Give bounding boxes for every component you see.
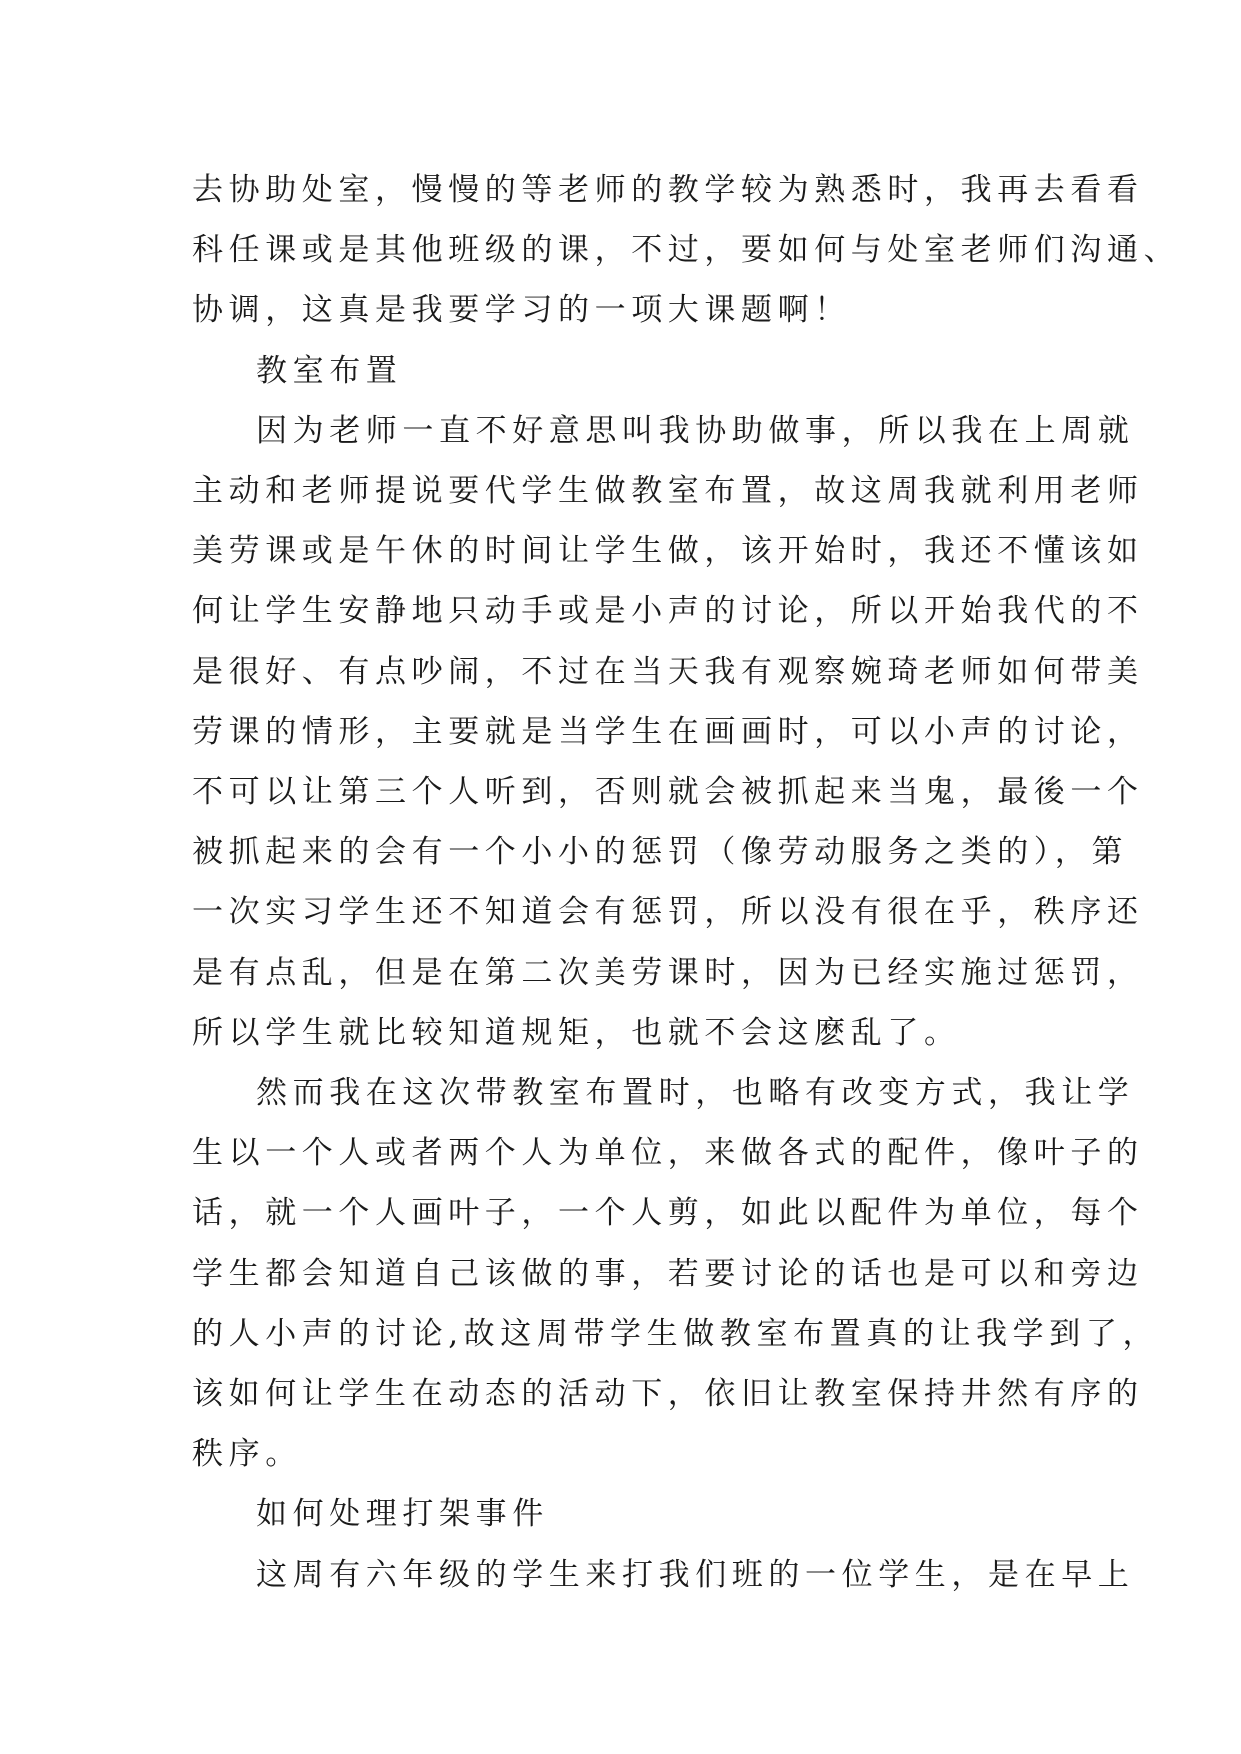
text-line: 主动和老师提说要代学生做教室布置，故这周我就利用老师 <box>192 473 1144 509</box>
text-line: 是很好、有点吵闹，不过在当天我有观察婉琦老师如何带美 <box>192 654 1144 690</box>
section-heading-fight-handling: 如何处理打架事件 <box>256 1496 549 1532</box>
text-line: 该如何让学生在动态的活动下，依旧让教室保持井然有序的 <box>192 1376 1144 1412</box>
text-line: 劳课的情形，主要就是当学生在画画时，可以小声的讨论， <box>192 714 1144 750</box>
text-line: 话，就一个人画叶子，一个人剪，如此以配件为单位，每个 <box>192 1195 1144 1231</box>
text-line: 去协助处室，慢慢的等老师的教学较为熟悉时，我再去看看 <box>192 172 1144 208</box>
text-line: 的人小声的讨论,故这周带学生做教室布置真的让我学到了， <box>192 1316 1160 1352</box>
text-line: 被抓起来的会有一个小小的惩罚（像劳动服务之类的），第 <box>192 834 1129 870</box>
text-line: 何让学生安静地只动手或是小声的讨论，所以开始我代的不 <box>192 593 1144 629</box>
text-line: 学生都会知道自己该做的事，若要讨论的话也是可以和旁边 <box>192 1256 1144 1292</box>
paragraph-start: 然而我在这次带教室布置时，也略有改变方式，我让学 <box>256 1075 1135 1111</box>
paragraph-start: 这周有六年级的学生来打我们班的一位学生，是在早上 <box>256 1557 1135 1593</box>
paragraph-start: 因为老师一直不好意思叫我协助做事，所以我在上周就 <box>256 413 1135 449</box>
text-line: 是有点乱，但是在第二次美劳课时，因为已经实施过惩罚， <box>192 955 1144 991</box>
section-heading-classroom-decoration: 教室布置 <box>256 353 403 389</box>
text-line: 不可以让第三个人听到，否则就会被抓起来当鬼，最後一个 <box>192 774 1144 810</box>
text-line: 科任课或是其他班级的课，不过，要如何与处室老师们沟通、 <box>192 232 1181 268</box>
text-line: 一次实习学生还不知道会有惩罚，所以没有很在乎，秩序还 <box>192 894 1144 930</box>
text-line: 美劳课或是午休的时间让学生做，该开始时，我还不懂该如 <box>192 533 1144 569</box>
text-line: 协调，这真是我要学习的一项大课题啊！ <box>192 292 851 328</box>
text-line: 生以一个人或者两个人为单位，来做各式的配件，像叶子的 <box>192 1135 1144 1171</box>
text-line: 所以学生就比较知道规矩，也就不会这麽乱了。 <box>192 1015 961 1051</box>
text-line: 秩序。 <box>192 1436 302 1472</box>
